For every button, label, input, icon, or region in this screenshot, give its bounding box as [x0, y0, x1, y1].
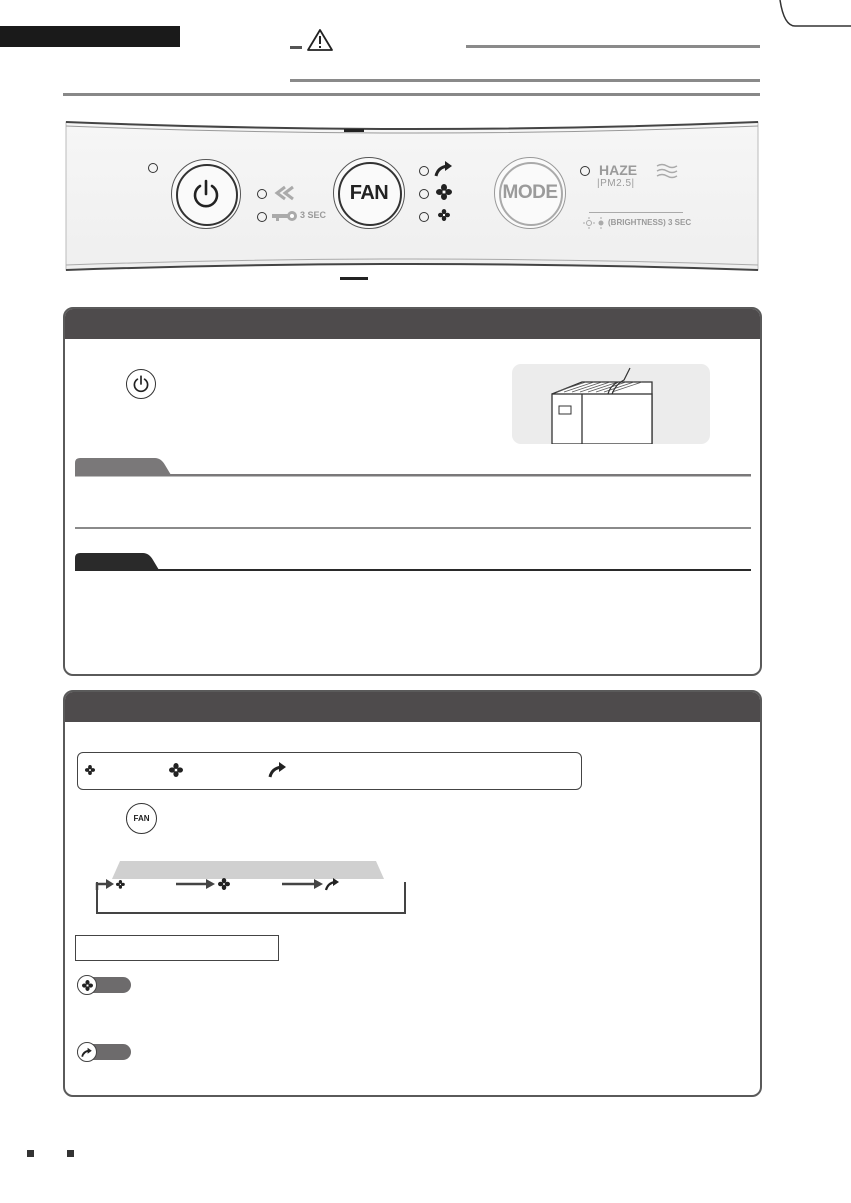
purifier-top-illustration: [512, 364, 710, 444]
fan-button[interactable]: [333, 157, 405, 229]
fan-speed-section-header: [65, 692, 760, 722]
brightness-label: (BRIGHTNESS) 3 SEC: [608, 218, 692, 227]
fan-high-turbo-icon: [268, 761, 288, 779]
fan-high-turbo-icon: [434, 160, 454, 178]
power-section-header: [65, 309, 760, 339]
warning-rule-bottom: [290, 79, 760, 82]
fan-medium-badge: [77, 975, 97, 995]
footer-marker-right: [67, 1150, 74, 1157]
fan-button-small[interactable]: [126, 803, 157, 834]
power-icon: [132, 375, 150, 393]
fan-turbo-badge: [77, 1042, 97, 1062]
lock-indicator-led: [257, 212, 267, 222]
lock-label: 3 SEC: [300, 210, 327, 220]
warning-rule-top: [466, 45, 760, 48]
pm-label-text: PM2.5: [600, 178, 632, 189]
sleep-airflow-icon: [271, 185, 297, 201]
fan-speed-legend-bar: [77, 752, 582, 790]
footer-marker-left: [27, 1150, 34, 1157]
page-heading-rule: [63, 93, 760, 96]
speed-cycle-shade: [112, 861, 384, 879]
fan-button-label: FAN: [349, 182, 389, 204]
turbo-indicator-led: [419, 166, 429, 176]
power-icon: [191, 179, 221, 209]
haze-waves-icon: [656, 163, 678, 179]
power-button-small[interactable]: [126, 369, 156, 399]
fan-medium-icon: [436, 184, 452, 200]
fan-high-turbo-icon: [81, 1047, 93, 1058]
haze-indicator-led: [580, 166, 590, 176]
filter-illustration: [512, 364, 710, 444]
panel-outline: [64, 118, 760, 280]
pm-label: |PM2.5|: [597, 178, 635, 189]
auto-mode-label-box: [75, 935, 279, 961]
key-lock-icon: [272, 210, 298, 222]
fan-button-small-label: FAN: [133, 814, 150, 823]
medium-speed-pill: [77, 977, 131, 993]
warning-heading: [290, 28, 760, 84]
power-section: [63, 307, 762, 676]
fan-medium-icon: [82, 980, 93, 991]
note-tab-grey: [75, 457, 751, 477]
brightness-icon: [583, 217, 607, 229]
warning-dash: [290, 46, 302, 49]
section-tab-marker: [0, 26, 180, 47]
mode-button-label: MODE: [502, 182, 558, 203]
fan-medium-icon: [169, 763, 183, 777]
turbo-speed-pill: [77, 1044, 131, 1060]
fan-speed-section: [63, 690, 762, 1097]
brightness-divider: [589, 212, 683, 213]
control-panel-illustration: [64, 118, 760, 280]
haze-label: HAZE: [599, 162, 638, 178]
fan-low-icon: [438, 209, 450, 221]
low-indicator-led: [419, 212, 429, 222]
fan-low-icon: [85, 765, 95, 775]
note-bottom-rule: [75, 527, 751, 529]
warning-triangle-icon: [306, 28, 334, 52]
power-button[interactable]: [171, 159, 241, 229]
caution-tab-dark: [75, 552, 751, 572]
speed-cycle-arrows: [94, 878, 414, 898]
sleep-indicator-led: [257, 189, 267, 199]
mode-button[interactable]: [494, 157, 566, 229]
medium-indicator-led: [419, 189, 429, 199]
power-indicator-led: [148, 163, 158, 173]
